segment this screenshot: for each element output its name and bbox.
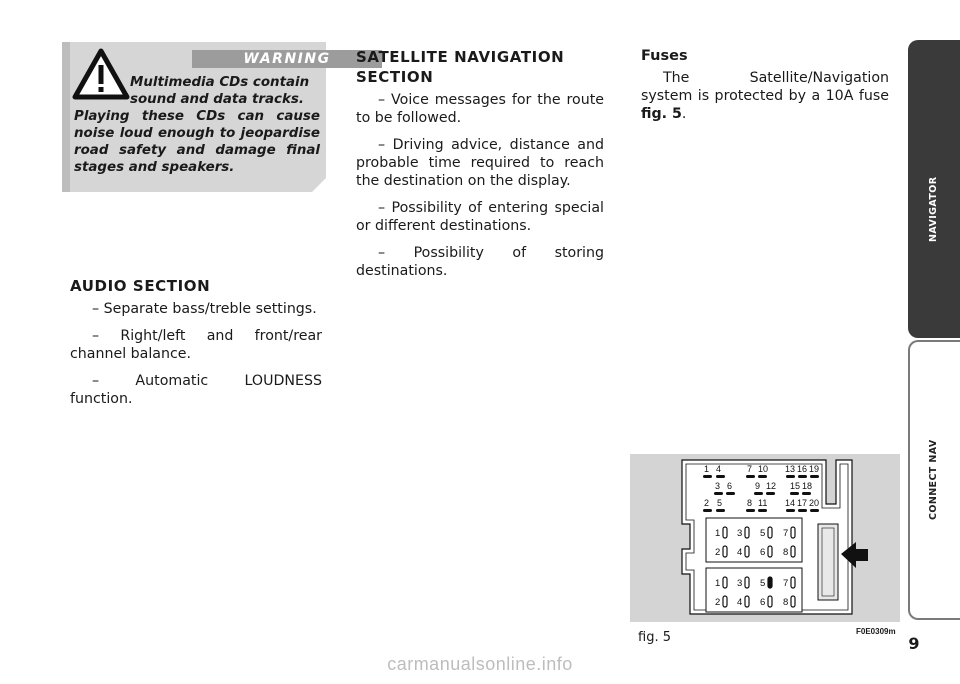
pin-label: 8: [783, 597, 789, 608]
audio-heading: AUDIO SECTION: [70, 277, 211, 295]
satnav-item: – Voice messages for the route to be followed.: [356, 92, 604, 126]
pin-label: 7: [747, 464, 753, 474]
satnav-item: – Possibility of entering special or different destinations.: [356, 200, 604, 234]
figure-caption: fig. 5: [638, 630, 671, 645]
pin-label: 5: [717, 498, 723, 508]
pin-label: 1: [715, 578, 721, 589]
fuse-connector-figure: [630, 454, 900, 622]
pin-label: 13: [785, 464, 796, 474]
pin-label: 1: [704, 464, 710, 474]
pin-label: 20: [809, 498, 820, 508]
pin-label: 3: [737, 528, 743, 539]
satnav-item: – Possibility of storing destinations.: [356, 245, 604, 279]
pin-label: 2: [704, 498, 710, 508]
pin-label: 19: [809, 464, 820, 474]
pin-label: 4: [737, 597, 743, 608]
warning-text: Multimedia CDs contain sound and data tracks. Playing these CDs can cause noise loud enough to jeopardise road safety and damage final stages and speakers.: [74, 75, 320, 175]
pin-label: 4: [737, 547, 743, 558]
audio-section: [70, 276, 322, 417]
page-number: 9: [908, 634, 920, 653]
fuse-slot: [818, 524, 838, 600]
pin-label: 6: [760, 597, 766, 608]
pin-label: 17: [797, 498, 808, 508]
pin-label: 10: [758, 464, 769, 474]
pin-label: 6: [727, 481, 733, 491]
pin-label: 11: [758, 498, 768, 508]
pin-label: 8: [747, 498, 753, 508]
satnav-heading: SATELLITE NAVIGATION SECTION: [356, 48, 565, 86]
pin-label: 2: [715, 597, 721, 608]
warning-box: [62, 42, 331, 192]
fig-reference: fig. 5: [641, 106, 682, 122]
pin-label: 16: [797, 464, 808, 474]
pin-label: 18: [802, 481, 813, 491]
tab-connect-nav[interactable]: [908, 340, 960, 620]
pin-label: 8: [783, 547, 789, 558]
pin-label: 3: [737, 578, 743, 589]
pin-label: 3: [715, 481, 721, 491]
pin-label: 15: [790, 481, 801, 491]
pin-label: 2: [715, 547, 721, 558]
pin-label: 6: [760, 547, 766, 558]
pin-label: 7: [783, 578, 789, 589]
fuses-section: [641, 47, 889, 132]
fuses-text: The Satellite/Navigation system is protected by a 10A fuse fig. 5.: [641, 70, 889, 122]
pin-label: 4: [716, 464, 722, 474]
connector-diagram: [630, 454, 900, 622]
tab-connect-nav-label: CONNECT NAV: [928, 439, 939, 520]
pin-label: 5: [760, 578, 766, 589]
warning-heading: WARNING: [192, 50, 382, 68]
watermark: carmanualsonline.info: [387, 654, 573, 674]
audio-item: – Automatic LOUDNESS function.: [70, 373, 322, 407]
warning-cut-corner: [312, 178, 326, 192]
satnav-item: – Driving advice, distance and probable time required to reach the destination on the display.: [356, 137, 604, 189]
pin-label: 14: [785, 498, 796, 508]
pin-label: 1: [715, 528, 721, 539]
tab-navigator[interactable]: [908, 40, 960, 338]
audio-item: – Right/left and front/rear channel balance.: [70, 328, 322, 362]
pin-label: 9: [755, 481, 761, 491]
figure-code: F0E0309m: [856, 627, 896, 636]
satnav-section: [356, 47, 604, 289]
tab-navigator-label: NAVIGATOR: [928, 176, 939, 242]
warning-side-bar: [62, 42, 70, 192]
fuses-heading: Fuses: [641, 48, 688, 64]
pin-label: 12: [766, 481, 777, 491]
pin-label: 5: [760, 528, 766, 539]
audio-item: – Separate bass/treble settings.: [92, 301, 317, 317]
pin-label: 7: [783, 528, 789, 539]
